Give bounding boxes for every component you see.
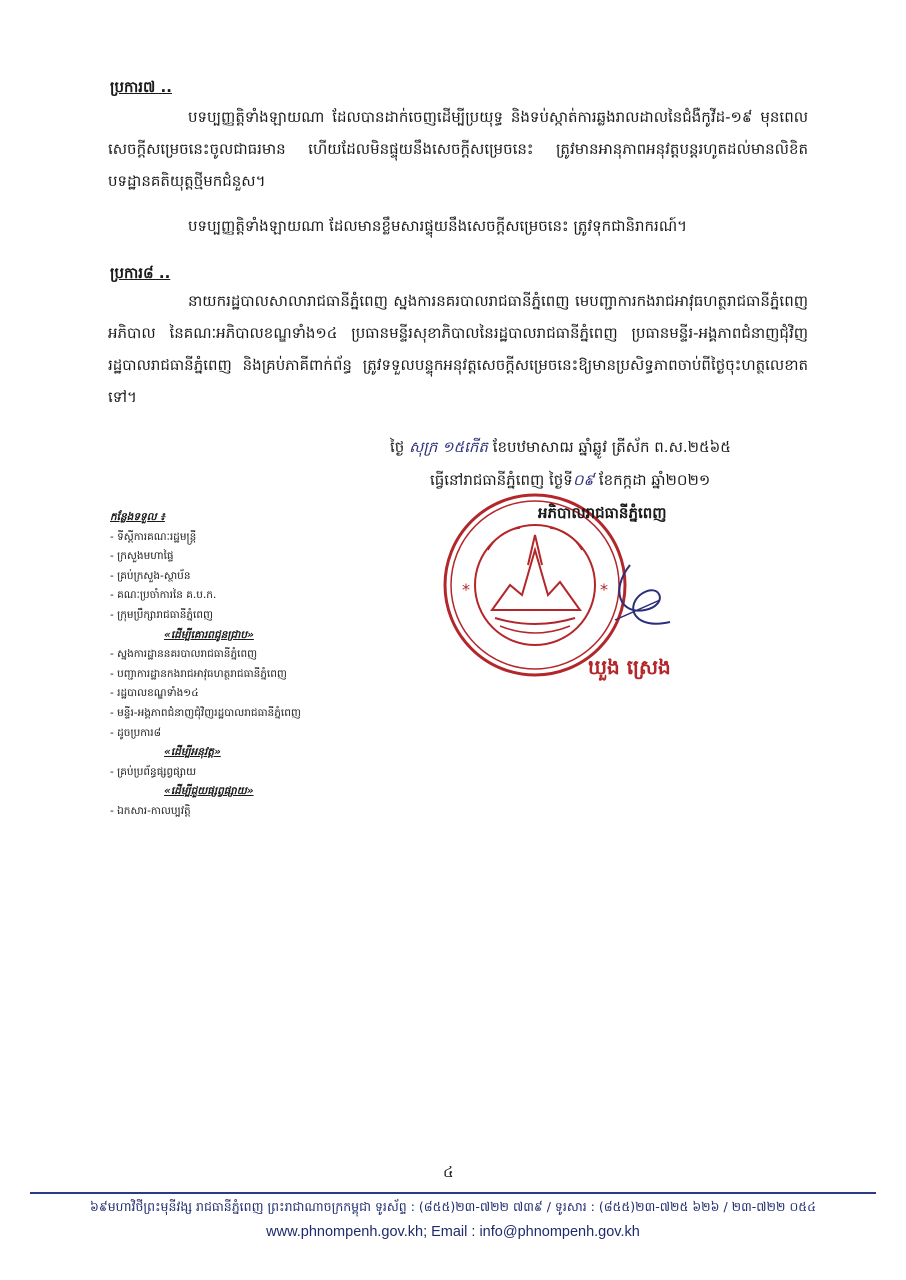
recipient-item: - ទីស្តីការគណៈរដ្ឋមន្ត្រី: [110, 528, 400, 548]
signing-office: អភិបាលរាជធានីភ្នំពេញ: [538, 504, 667, 522]
recipients-note-inform: «ដើម្បីគោរពជូនជ្រាប»: [164, 628, 254, 641]
signer-name: ឃួង ស្រេង: [588, 655, 671, 679]
recipients-note-publicize: «ដើម្បីជួយផ្សព្វផ្សាយ»: [164, 785, 254, 798]
svg-text:*: *: [462, 580, 470, 599]
solar-prefix: ធ្វើនៅរាជធានីភ្នំពេញ ថ្ងៃទី: [430, 471, 573, 489]
article-8-paragraph: នាយករដ្ឋបាលសាលារាជធានីភ្នំពេញ ស្នងការនគរបាលរាជធានីភ្នំពេញ មេបញ្ជាការកងរាជអាវុធហត្ថរាជធានីភ្នំពេញ អភិបាល នៃគណៈអភិបាលខណ្ឌទាំង១៤ ប្រធានមន្ទីរសុខាភិបាលនៃរដ្ឋបាលរាជធានីភ្នំពេញ ប្រធានមន្ទីរ-អង្គភាពជំនាញជុំវិញរដ្ឋបាលរាជធានីភ្នំពេញ និងគ្រប់ភាគីពាក់ព័ន្ធ ត្រូវទទួលបន្ទុកអនុវត្តសេចក្តីសម្រេចនេះឱ្យមានប្រសិទ្ធភាពចាប់ពីថ្ងៃចុះហត្ថលេខាតទៅ។: [108, 292, 808, 406]
recipients-note-implement: «ដើម្បីអនុវត្ត»: [164, 746, 221, 759]
footer-divider: [30, 1192, 876, 1194]
recipient-item: - ក្រសួងមហាផ្ទៃ: [110, 547, 400, 567]
recipient-item: - ស្នងការដ្ឋាននគរបាលរាជធានីភ្នំពេញ: [110, 645, 400, 665]
footer-address: ៦៩មហាវិថីព្រះមុនីវង្ស រាជធានីភ្នំពេញ ព្រះរាជាណាចក្រកម្ពុជា ទូរស័ព្ទ : (៨៥៥)២៣-៧២២ ៧៣៩ / ទូរសារ : (៨៥៥)២៣-៧២៥ ៦២៦ / ២៣-៧២២ ០៥៤: [90, 1199, 816, 1214]
article-8-heading: ប្រការ៨ ..: [110, 264, 171, 282]
lunar-handwritten-day: សុក្រ ១៥កើត: [409, 438, 488, 456]
svg-text:*: *: [600, 580, 608, 599]
recipients-title: កន្លែងទទួល ៖: [110, 511, 165, 523]
page-number: ៤: [443, 1163, 454, 1181]
article-7-paragraph-2: បទប្បញ្ញត្តិទាំងឡាយណា ដែលមានខ្លឹមសារផ្ទុយនឹងសេចក្តីសម្រេចនេះ ត្រូវទុកជានិរាករណ៍។: [188, 217, 688, 235]
solar-month-year: ខែកក្កដា ឆ្នាំ២០២១: [598, 471, 711, 489]
lunar-date-line: [390, 438, 731, 460]
lunar-prefix: ថ្ងៃ: [390, 438, 405, 456]
solar-day: ០៩: [572, 471, 595, 489]
recipient-item: - រដ្ឋបាលខណ្ឌទាំង១៤: [110, 684, 400, 704]
recipient-item: - គ្រប់ប្រព័ន្ធផ្សព្វផ្សាយ: [110, 763, 400, 783]
article-7-paragraph-1: បទប្បញ្ញត្តិទាំងឡាយណា ដែលបានដាក់ចេញដើម្បីប្រយុទ្ធ និងទប់ស្កាត់ការឆ្លងរាលដាលនៃជំងឺកូវីដ-១៩ មុនពេលសេចក្តីសម្រេចនេះចូលជាធរមាន ហើយដែលមិនផ្ទុយនឹងសេចក្តីសម្រេចនេះ ត្រូវមានអានុភាពអនុវត្តបន្តរហូតដល់មានលិខិតបទដ្ឋានគតិយុត្តថ្មីមកជំនួស។: [108, 108, 808, 190]
lunar-month-year: ខែបឋមាសាឍ ឆ្នាំឆ្លូវ ត្រីស័ក ព.ស.២៥៦៥: [492, 438, 731, 456]
recipient-item: - គ្រប់ក្រសួង-ស្ថាប័ន: [110, 567, 400, 587]
recipient-item: - បញ្ជាការដ្ឋានកងរាជអាវុធហត្ថរាជធានីភ្នំពេញ: [110, 665, 400, 685]
handwritten-signature-icon: [600, 560, 680, 640]
recipient-item: - គណៈប្រចាំការនៃ គ.ប.ក.: [110, 586, 400, 606]
footer-contact: www.phnompenh.gov.kh; Email : info@phnompenh.gov.kh: [266, 1224, 640, 1240]
article-7-heading: ប្រការ៧ ..: [110, 78, 172, 96]
recipient-item: - ដូចប្រការ៨: [110, 724, 400, 744]
recipient-item: - ឯកសារ-កាលប្បវត្តិ: [110, 802, 400, 822]
recipients-list: [110, 508, 400, 822]
recipient-item: - មន្ទីរ-អង្គភាពជំនាញជុំវិញរដ្ឋបាលរាជធានីភ្នំពេញ: [110, 704, 400, 724]
recipient-item: - ក្រុមប្រឹក្សារាជធានីភ្នំពេញ: [110, 606, 400, 626]
